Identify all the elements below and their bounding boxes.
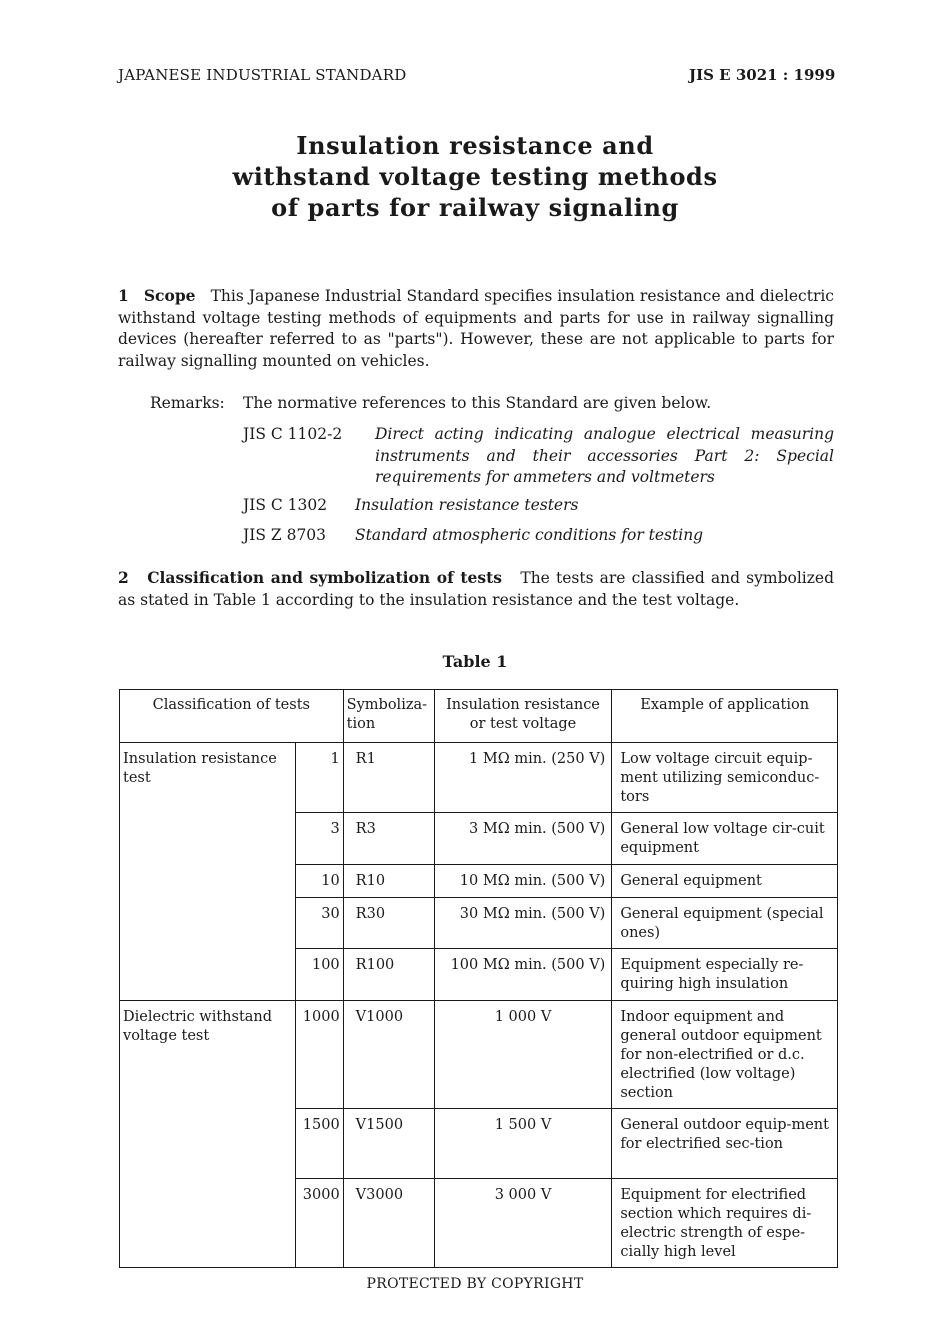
row-value: 30 MΩ min. (500 V) <box>434 898 612 949</box>
row-example: Low voltage circuit equip-ment utilizing semiconduc-tors <box>612 743 838 813</box>
title-line-1: Insulation resistance and <box>296 131 654 160</box>
header-example: Example of application <box>612 690 838 743</box>
reference-title: Insulation resistance testers <box>355 496 579 514</box>
reference-code: JIS C 1102-2 <box>243 425 343 443</box>
classification-table <box>119 689 838 1268</box>
row-example: Equipment for electrified section which requires di-electric strength of espe-cially high level <box>612 1179 838 1268</box>
row-symbol: V1500 <box>343 1109 434 1179</box>
row-symbol: V3000 <box>343 1179 434 1268</box>
row-number: 10 <box>295 865 343 898</box>
document-title <box>120 130 830 223</box>
row-example: General equipment <box>612 865 838 898</box>
row-number: 1000 <box>295 1001 343 1109</box>
row-number: 1 <box>295 743 343 813</box>
row-value: 1 MΩ min. (250 V) <box>434 743 612 813</box>
row-number: 30 <box>295 898 343 949</box>
header-value: Insulation resistance or test voltage <box>434 690 612 743</box>
row-symbol: R1 <box>343 743 434 813</box>
row-example: General outdoor equip-ment for electrified sec-tion <box>612 1109 838 1179</box>
row-symbol: R3 <box>343 813 434 865</box>
row-symbol: R10 <box>343 865 434 898</box>
row-value: 1 500 V <box>434 1109 612 1179</box>
table-header-row <box>120 690 838 743</box>
title-line-3: of parts for railway signaling <box>271 193 679 222</box>
section-2-number: 2 <box>118 568 129 587</box>
row-symbol: R30 <box>343 898 434 949</box>
section-2-heading: Classification and symbolization of tests <box>147 568 502 587</box>
title-line-2: withstand voltage testing methods <box>232 162 718 191</box>
section-2-body: The tests are classified and symbolized as stated in Table 1 according to the insulation resistance and the test voltage. <box>118 569 835 609</box>
remarks-label: Remarks: <box>150 394 225 412</box>
section-1-body: This Japanese Industrial Standard specifies insulation resistance and dielectric withstand voltage testing methods of equipments and parts for use in railway signalling devices (hereafter referred to as "parts"). However, these are not applicable to parts for railway signalling mounted on vehicles. <box>118 287 834 370</box>
reference-code: JIS C 1302 <box>243 496 328 514</box>
section-1-number: 1 <box>118 286 129 305</box>
section-1-heading: Scope <box>143 286 196 305</box>
row-number: 100 <box>295 949 343 1001</box>
group-dielectric-withstand: Dielectric withstand voltage test <box>120 1001 296 1268</box>
row-number: 3000 <box>295 1179 343 1268</box>
header-standard-number: JIS E 3021 : 1999 <box>689 66 836 84</box>
table-row <box>120 743 838 813</box>
header-symbolization: Symboliza-tion <box>343 690 434 743</box>
row-example: General low voltage cir-cuit equipment <box>612 813 838 865</box>
section-2-classification <box>118 567 834 611</box>
row-value: 1 000 V <box>434 1001 612 1109</box>
table-caption: Table 1 <box>442 652 508 671</box>
row-symbol: V1000 <box>343 1001 434 1109</box>
remarks-text: The normative references to this Standard are given below. <box>243 394 712 412</box>
row-symbol: R100 <box>343 949 434 1001</box>
row-example: Indoor equipment and general outdoor equipment for non-electrified or d.c. electrified (low voltage) section <box>612 1001 838 1109</box>
row-value: 10 MΩ min. (500 V) <box>434 865 612 898</box>
row-number: 3 <box>295 813 343 865</box>
row-example: General equipment (special ones) <box>612 898 838 949</box>
copyright-footer: PROTECTED BY COPYRIGHT <box>366 1276 584 1292</box>
row-number: 1500 <box>295 1109 343 1179</box>
header-standard-name: JAPANESE INDUSTRIAL STANDARD <box>118 66 407 84</box>
row-example: Equipment especially re-quiring high insulation <box>612 949 838 1001</box>
row-value: 3 000 V <box>434 1179 612 1268</box>
reference-code: JIS Z 8703 <box>243 526 327 544</box>
table-row <box>120 1001 838 1109</box>
reference-title: Standard atmospheric conditions for testing <box>355 526 704 544</box>
group-insulation-resistance: Insulation resistance test <box>120 743 296 1001</box>
section-1-scope <box>118 285 834 372</box>
row-value: 100 MΩ min. (500 V) <box>434 949 612 1001</box>
reference-title: Direct acting indicating analogue electrical measuring instruments and their accessories Part 2: Special requirements for ammeters and voltmeters <box>375 425 834 486</box>
row-value: 3 MΩ min. (500 V) <box>434 813 612 865</box>
header-classification: Classification of tests <box>120 690 344 743</box>
